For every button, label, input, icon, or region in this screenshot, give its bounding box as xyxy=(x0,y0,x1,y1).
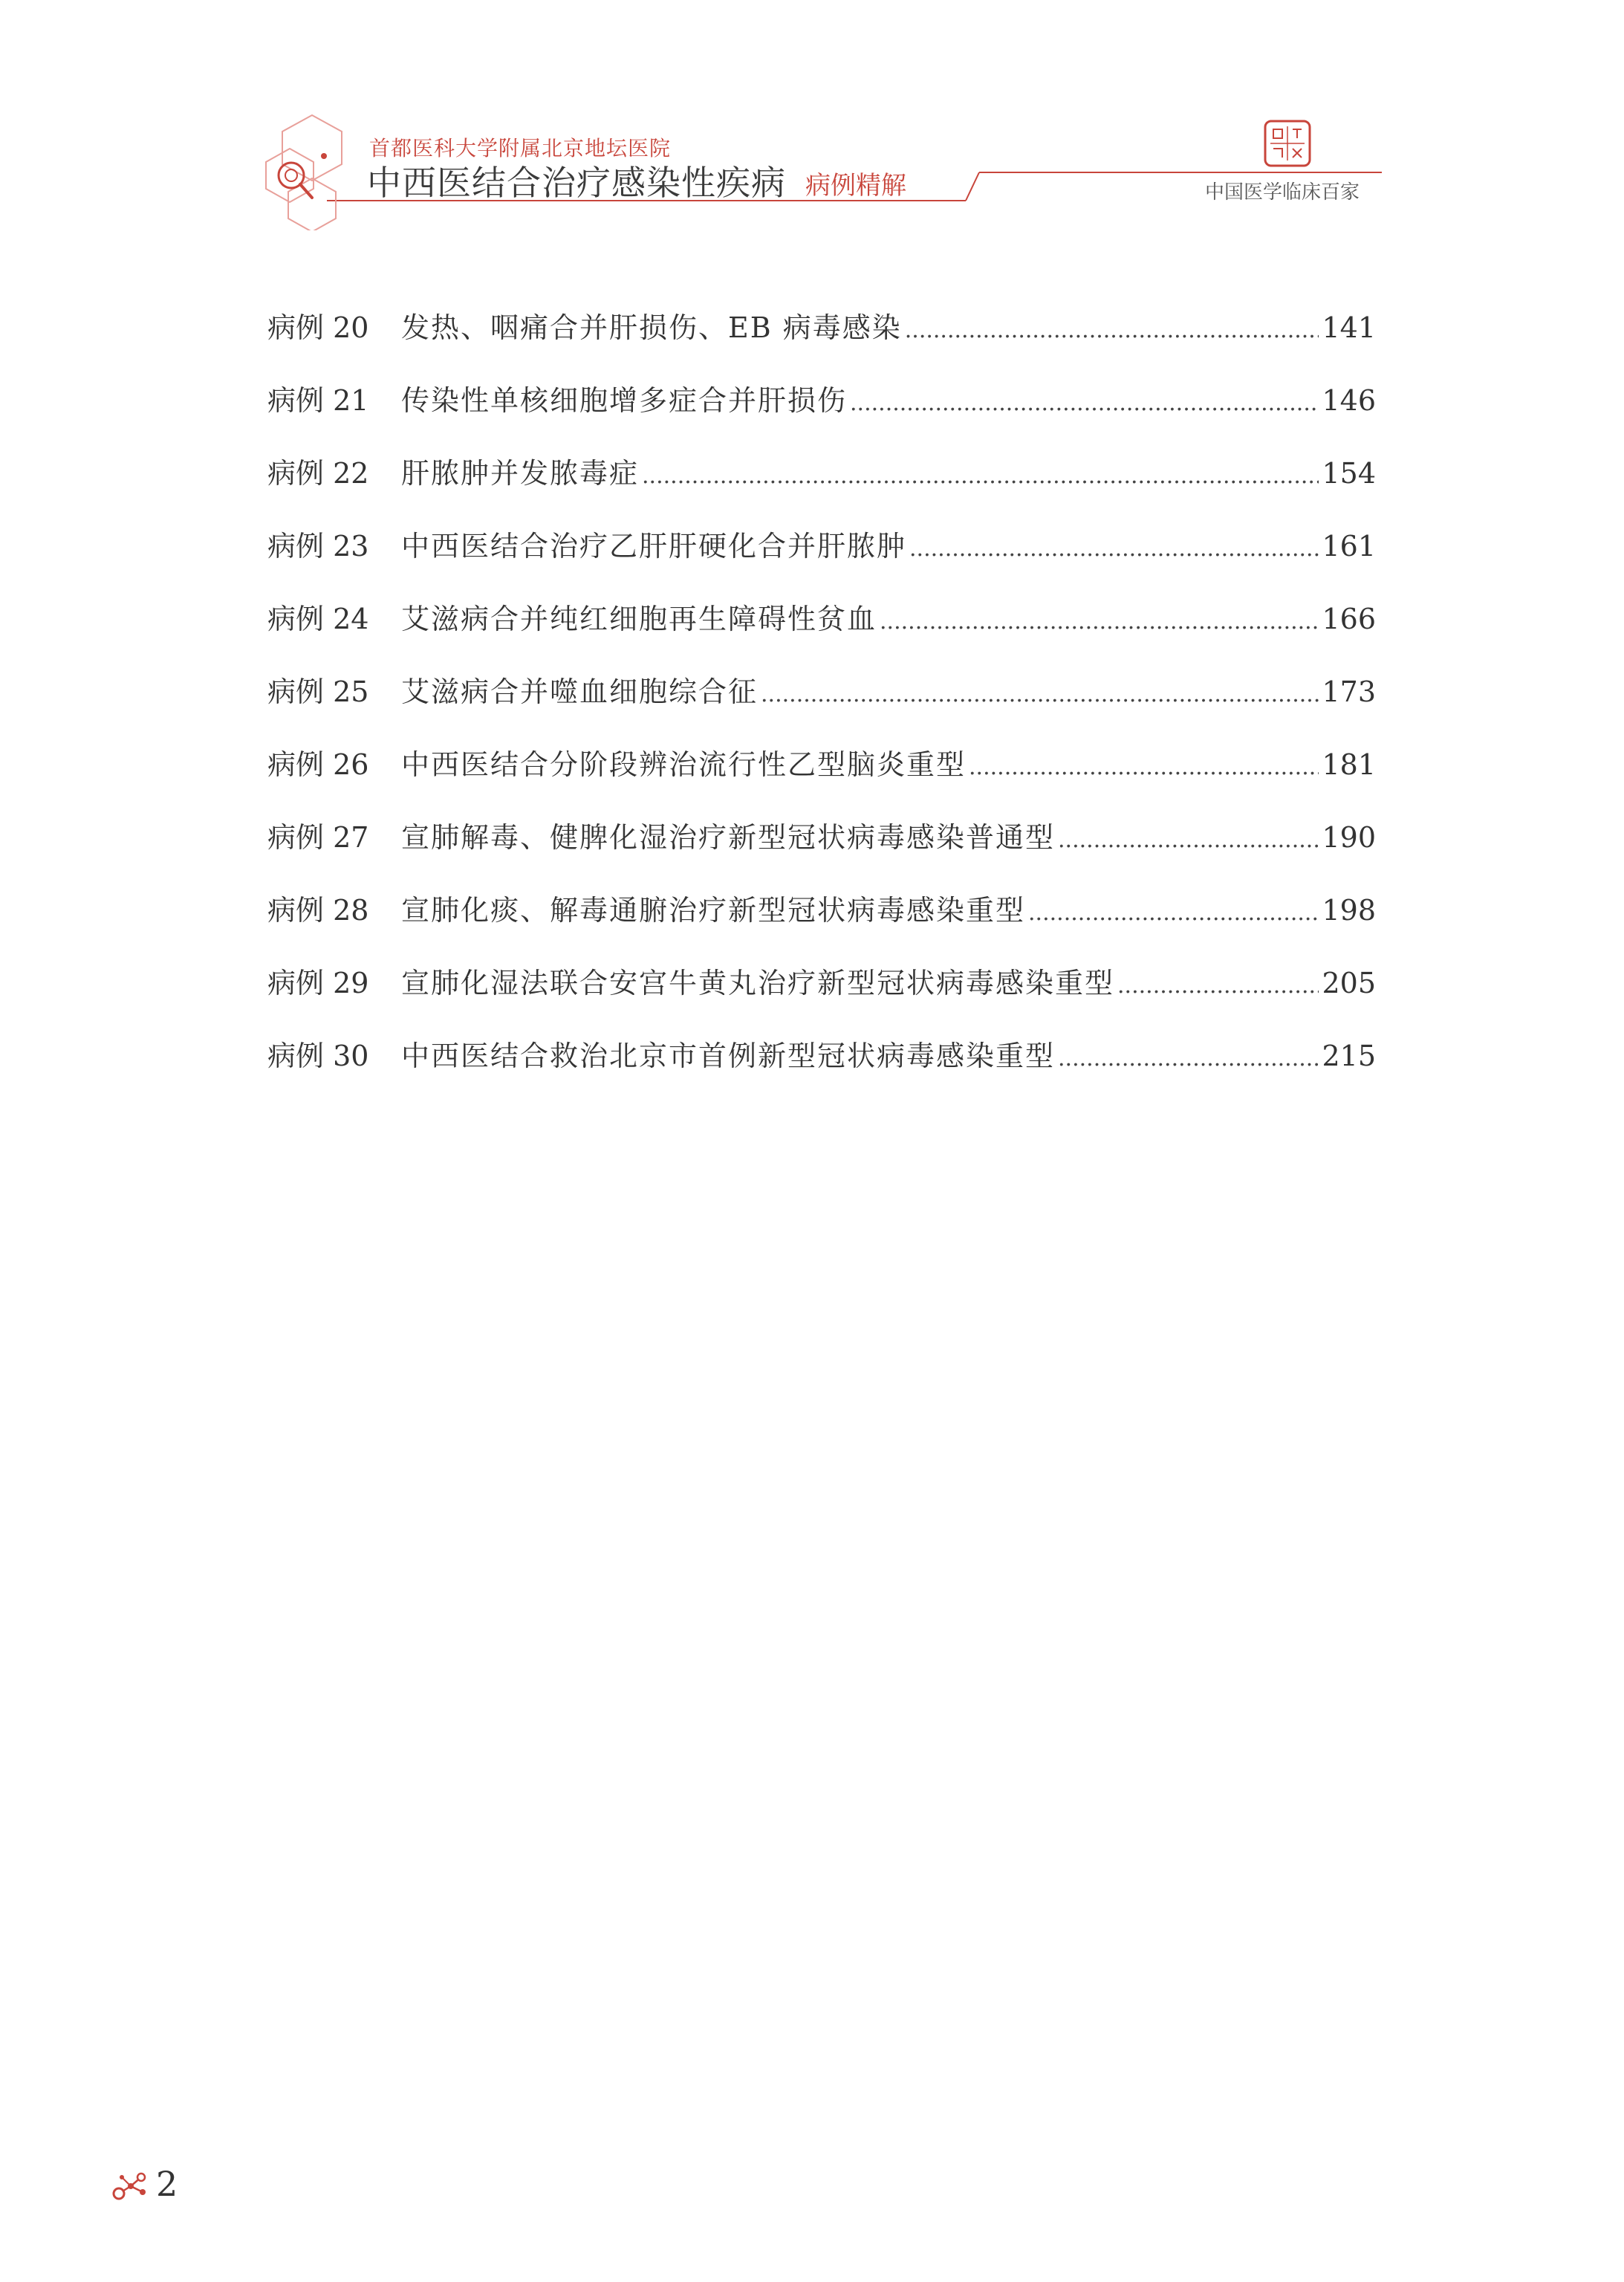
toc-page-number: 215 xyxy=(1322,1040,1376,1072)
toc-entry[interactable] xyxy=(267,742,1376,814)
toc-leader-dots xyxy=(1028,900,1319,926)
toc-entry[interactable] xyxy=(267,814,1376,887)
toc-case-number: 病例 29 xyxy=(267,967,369,999)
toc-entry[interactable] xyxy=(267,377,1376,450)
toc-case-title: 传染性单核细胞增多症合并肝损伤 xyxy=(401,384,848,417)
toc-page-number: 141 xyxy=(1322,311,1376,344)
toc-case-number: 病例 28 xyxy=(267,894,369,927)
toc-case-number: 病例 30 xyxy=(267,1040,369,1072)
toc-case-title: 中西医结合治疗乙肝肝硬化合并肝脓肿 xyxy=(401,530,907,563)
hexagon-magnifier-icon xyxy=(260,111,364,230)
toc-case-number: 病例 24 xyxy=(267,603,369,635)
toc-entry[interactable] xyxy=(267,596,1376,669)
book-series-tag: 病例精解 xyxy=(805,171,906,201)
publisher-seal-icon xyxy=(1263,119,1312,168)
toc-leader-dots xyxy=(761,681,1319,707)
toc-leader-dots xyxy=(1058,827,1319,853)
molecule-icon xyxy=(111,2170,149,2202)
toc-leader-dots xyxy=(1058,1046,1319,1072)
toc-page-number: 166 xyxy=(1322,603,1376,635)
toc-case-title: 肝脓肿并发脓毒症 xyxy=(401,457,640,490)
toc-case-title: 艾滋病合并噬血细胞综合征 xyxy=(401,675,759,708)
toc-page-number: 146 xyxy=(1322,384,1376,417)
toc-leader-dots xyxy=(642,463,1319,489)
toc-case-number: 病例 22 xyxy=(267,457,369,490)
toc-leader-dots xyxy=(905,317,1319,343)
toc-entry[interactable] xyxy=(267,523,1376,596)
toc-case-title: 艾滋病合并纯红细胞再生障碍性贫血 xyxy=(401,603,877,635)
toc-case-number: 病例 21 xyxy=(267,384,369,417)
toc-entry[interactable] xyxy=(267,305,1376,377)
toc-leader-dots xyxy=(850,390,1319,416)
header-rule-lines xyxy=(0,0,1624,245)
toc-case-title: 中西医结合救治北京市首例新型冠状病毒感染重型 xyxy=(401,1040,1056,1072)
toc-entry[interactable] xyxy=(267,960,1376,1033)
page-header xyxy=(0,0,1624,245)
toc-page-number: 205 xyxy=(1322,967,1376,999)
toc-entry[interactable] xyxy=(267,450,1376,523)
toc-page-number: 181 xyxy=(1322,748,1376,781)
toc-case-title: 宣肺化湿法联合安宫牛黄丸治疗新型冠状病毒感染重型 xyxy=(401,967,1115,999)
publisher-name: 中国医学临床百家 xyxy=(1204,181,1360,204)
toc-entry[interactable] xyxy=(267,669,1376,742)
toc-entry[interactable] xyxy=(267,887,1376,960)
toc-case-number: 病例 26 xyxy=(267,748,369,781)
page-number: 2 xyxy=(156,2164,178,2204)
toc-leader-dots xyxy=(909,536,1319,562)
hospital-name: 首都医科大学附属北京地坛医院 xyxy=(369,136,672,161)
toc-leader-dots xyxy=(1117,973,1319,999)
book-title: 中西医结合治疗感染性疾病 xyxy=(367,163,786,203)
toc-case-title: 中西医结合分阶段辨治流行性乙型脑炎重型 xyxy=(401,748,967,781)
toc-case-number: 病例 23 xyxy=(267,530,369,563)
toc-case-number: 病例 20 xyxy=(267,311,369,344)
table-of-contents xyxy=(267,305,1376,1106)
toc-page-number: 190 xyxy=(1322,821,1376,854)
toc-case-title: 宣肺解毒、健脾化湿治疗新型冠状病毒感染普通型 xyxy=(401,821,1056,854)
toc-case-number: 病例 27 xyxy=(267,821,369,854)
toc-page-number: 161 xyxy=(1322,530,1376,563)
toc-case-title: 发热、咽痛合并肝损伤、EB 病毒感染 xyxy=(401,311,902,344)
toc-leader-dots xyxy=(880,609,1319,635)
toc-entry[interactable] xyxy=(267,1033,1376,1106)
toc-leader-dots xyxy=(969,754,1319,780)
toc-page-number: 173 xyxy=(1322,675,1376,708)
toc-page-number: 198 xyxy=(1322,894,1376,927)
toc-page-number: 154 xyxy=(1322,457,1376,490)
toc-case-number: 病例 25 xyxy=(267,675,369,708)
toc-case-title: 宣肺化痰、解毒通腑治疗新型冠状病毒感染重型 xyxy=(401,894,1026,927)
